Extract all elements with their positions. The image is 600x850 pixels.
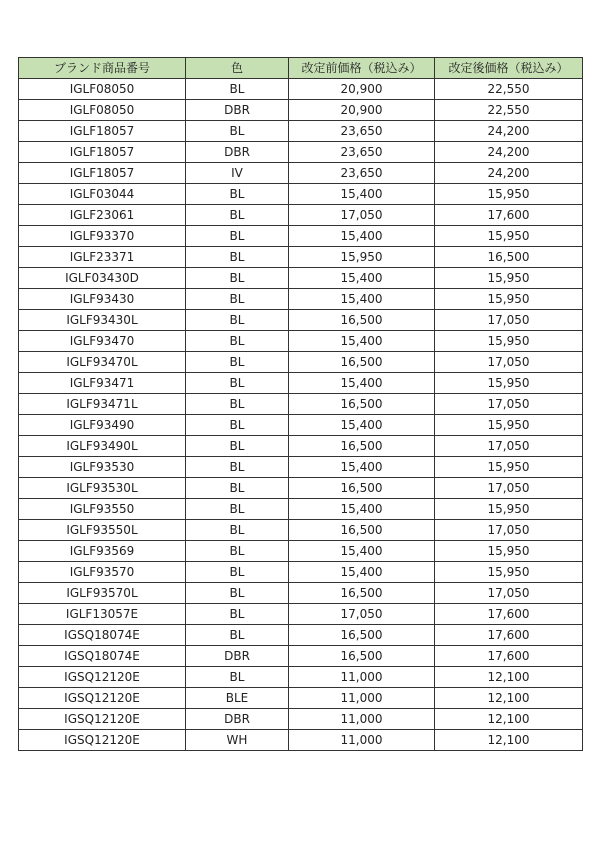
cell-color: BL — [186, 268, 289, 289]
table-row — [19, 394, 583, 415]
cell-color: BL — [186, 79, 289, 100]
cell-price-after: 15,950 — [435, 457, 583, 478]
table-row — [19, 730, 583, 751]
cell-color: BL — [186, 667, 289, 688]
table-row — [19, 541, 583, 562]
cell-color: DBR — [186, 100, 289, 121]
cell-price-after: 22,550 — [435, 100, 583, 121]
cell-price-after: 16,500 — [435, 247, 583, 268]
cell-price-after: 17,600 — [435, 625, 583, 646]
cell-color: BL — [186, 604, 289, 625]
cell-price-before: 15,400 — [289, 562, 435, 583]
cell-price-after: 15,950 — [435, 562, 583, 583]
table-row — [19, 100, 583, 121]
cell-color: DBR — [186, 709, 289, 730]
cell-price-after: 15,950 — [435, 184, 583, 205]
cell-color: BL — [186, 520, 289, 541]
table-row — [19, 520, 583, 541]
cell-price-before: 11,000 — [289, 667, 435, 688]
table-row — [19, 142, 583, 163]
cell-product-code: IGLF93490L — [19, 436, 186, 457]
table-row — [19, 121, 583, 142]
cell-price-before: 20,900 — [289, 100, 435, 121]
cell-product-code: IGLF93471L — [19, 394, 186, 415]
cell-price-before: 15,400 — [289, 415, 435, 436]
cell-color: BL — [186, 352, 289, 373]
cell-price-before: 16,500 — [289, 646, 435, 667]
cell-color: BL — [186, 541, 289, 562]
cell-product-code: IGSQ18074E — [19, 646, 186, 667]
cell-price-before: 15,400 — [289, 499, 435, 520]
cell-color: BL — [186, 331, 289, 352]
cell-price-before: 11,000 — [289, 709, 435, 730]
table-row — [19, 415, 583, 436]
cell-product-code: IGLF08050 — [19, 79, 186, 100]
header-row — [19, 58, 583, 79]
table-row — [19, 478, 583, 499]
cell-price-after: 15,950 — [435, 415, 583, 436]
cell-color: BL — [186, 373, 289, 394]
cell-product-code: IGLF03044 — [19, 184, 186, 205]
cell-color: WH — [186, 730, 289, 751]
cell-product-code: IGLF08050 — [19, 100, 186, 121]
cell-price-after: 15,950 — [435, 331, 583, 352]
cell-color: BL — [186, 436, 289, 457]
cell-price-before: 17,050 — [289, 205, 435, 226]
cell-product-code: IGLF23371 — [19, 247, 186, 268]
cell-price-before: 16,500 — [289, 520, 435, 541]
cell-price-before: 15,400 — [289, 331, 435, 352]
cell-price-after: 17,600 — [435, 646, 583, 667]
cell-color: BL — [186, 184, 289, 205]
table-row — [19, 436, 583, 457]
cell-price-after: 17,050 — [435, 478, 583, 499]
table-row — [19, 373, 583, 394]
cell-price-after: 24,200 — [435, 142, 583, 163]
cell-color: BLE — [186, 688, 289, 709]
header-price-before: 改定前価格（税込み） — [289, 58, 435, 79]
cell-price-after: 12,100 — [435, 667, 583, 688]
cell-color: BL — [186, 121, 289, 142]
cell-product-code: IGLF23061 — [19, 205, 186, 226]
cell-color: BL — [186, 205, 289, 226]
cell-product-code: IGLF93430L — [19, 310, 186, 331]
price-revision-table — [18, 57, 583, 751]
cell-price-before: 15,400 — [289, 268, 435, 289]
table-row — [19, 310, 583, 331]
table-row — [19, 163, 583, 184]
table-row — [19, 709, 583, 730]
cell-price-after: 15,950 — [435, 373, 583, 394]
cell-product-code: IGLF18057 — [19, 163, 186, 184]
cell-color: BL — [186, 457, 289, 478]
table-row — [19, 667, 583, 688]
cell-product-code: IGLF03430D — [19, 268, 186, 289]
cell-price-before: 23,650 — [289, 163, 435, 184]
cell-product-code: IGLF13057E — [19, 604, 186, 625]
cell-price-before: 16,500 — [289, 394, 435, 415]
cell-color: BL — [186, 499, 289, 520]
cell-product-code: IGLF93550 — [19, 499, 186, 520]
cell-price-before: 15,400 — [289, 541, 435, 562]
cell-product-code: IGLF93470 — [19, 331, 186, 352]
cell-color: BL — [186, 226, 289, 247]
table-row — [19, 646, 583, 667]
table-row — [19, 688, 583, 709]
cell-product-code: IGSQ12120E — [19, 709, 186, 730]
table-row — [19, 289, 583, 310]
header-price-after: 改定後価格（税込み） — [435, 58, 583, 79]
table-row — [19, 457, 583, 478]
cell-price-before: 16,500 — [289, 583, 435, 604]
cell-price-before: 17,050 — [289, 604, 435, 625]
cell-price-after: 15,950 — [435, 289, 583, 310]
table-row — [19, 247, 583, 268]
cell-product-code: IGLF93430 — [19, 289, 186, 310]
cell-product-code: IGLF18057 — [19, 121, 186, 142]
cell-price-before: 16,500 — [289, 625, 435, 646]
cell-color: BL — [186, 478, 289, 499]
table-row — [19, 331, 583, 352]
table-row — [19, 499, 583, 520]
cell-color: DBR — [186, 142, 289, 163]
cell-color: IV — [186, 163, 289, 184]
cell-price-after: 12,100 — [435, 709, 583, 730]
cell-price-before: 16,500 — [289, 310, 435, 331]
cell-price-after: 15,950 — [435, 499, 583, 520]
cell-price-after: 17,050 — [435, 310, 583, 331]
table-row — [19, 583, 583, 604]
cell-product-code: IGSQ12120E — [19, 730, 186, 751]
cell-product-code: IGLF93530 — [19, 457, 186, 478]
cell-price-before: 20,900 — [289, 79, 435, 100]
cell-price-before: 15,400 — [289, 289, 435, 310]
cell-price-before: 16,500 — [289, 478, 435, 499]
cell-color: BL — [186, 289, 289, 310]
cell-color: BL — [186, 394, 289, 415]
table-row — [19, 79, 583, 100]
cell-product-code: IGSQ12120E — [19, 688, 186, 709]
table-header — [19, 58, 583, 79]
cell-product-code: IGSQ18074E — [19, 625, 186, 646]
cell-color: BL — [186, 562, 289, 583]
cell-price-before: 23,650 — [289, 142, 435, 163]
cell-product-code: IGLF93570L — [19, 583, 186, 604]
cell-price-after: 15,950 — [435, 226, 583, 247]
cell-price-before: 23,650 — [289, 121, 435, 142]
header-brand-product-code: ブランド商品番号 — [19, 58, 186, 79]
table-row — [19, 268, 583, 289]
cell-price-before: 15,400 — [289, 457, 435, 478]
cell-price-after: 17,050 — [435, 394, 583, 415]
cell-product-code: IGLF18057 — [19, 142, 186, 163]
cell-product-code: IGLF93471 — [19, 373, 186, 394]
table-row — [19, 352, 583, 373]
cell-price-before: 11,000 — [289, 688, 435, 709]
table-row — [19, 625, 583, 646]
table-row — [19, 562, 583, 583]
cell-price-before: 15,400 — [289, 373, 435, 394]
cell-price-after: 17,050 — [435, 436, 583, 457]
header-color: 色 — [186, 58, 289, 79]
cell-product-code: IGLF93490 — [19, 415, 186, 436]
cell-price-after: 17,050 — [435, 520, 583, 541]
cell-color: BL — [186, 247, 289, 268]
cell-price-before: 15,400 — [289, 184, 435, 205]
cell-price-after: 24,200 — [435, 121, 583, 142]
table-row — [19, 205, 583, 226]
table-row — [19, 226, 583, 247]
cell-price-after: 12,100 — [435, 688, 583, 709]
cell-price-after: 15,950 — [435, 541, 583, 562]
cell-price-before: 16,500 — [289, 352, 435, 373]
cell-product-code: IGLF93570 — [19, 562, 186, 583]
cell-price-after: 22,550 — [435, 79, 583, 100]
cell-price-after: 17,600 — [435, 205, 583, 226]
cell-product-code: IGLF93530L — [19, 478, 186, 499]
cell-product-code: IGLF93550L — [19, 520, 186, 541]
cell-price-after: 17,050 — [435, 583, 583, 604]
cell-product-code: IGSQ12120E — [19, 667, 186, 688]
cell-price-after: 17,050 — [435, 352, 583, 373]
cell-price-after: 12,100 — [435, 730, 583, 751]
cell-price-after: 24,200 — [435, 163, 583, 184]
cell-price-after: 15,950 — [435, 268, 583, 289]
cell-color: BL — [186, 415, 289, 436]
table-body — [19, 79, 583, 751]
cell-price-before: 16,500 — [289, 436, 435, 457]
cell-color: BL — [186, 625, 289, 646]
cell-color: BL — [186, 583, 289, 604]
cell-price-before: 15,400 — [289, 226, 435, 247]
cell-product-code: IGLF93370 — [19, 226, 186, 247]
cell-product-code: IGLF93569 — [19, 541, 186, 562]
table-row — [19, 184, 583, 205]
cell-product-code: IGLF93470L — [19, 352, 186, 373]
cell-color: BL — [186, 310, 289, 331]
cell-price-before: 11,000 — [289, 730, 435, 751]
cell-price-before: 15,950 — [289, 247, 435, 268]
table-row — [19, 604, 583, 625]
cell-color: DBR — [186, 646, 289, 667]
cell-price-after: 17,600 — [435, 604, 583, 625]
